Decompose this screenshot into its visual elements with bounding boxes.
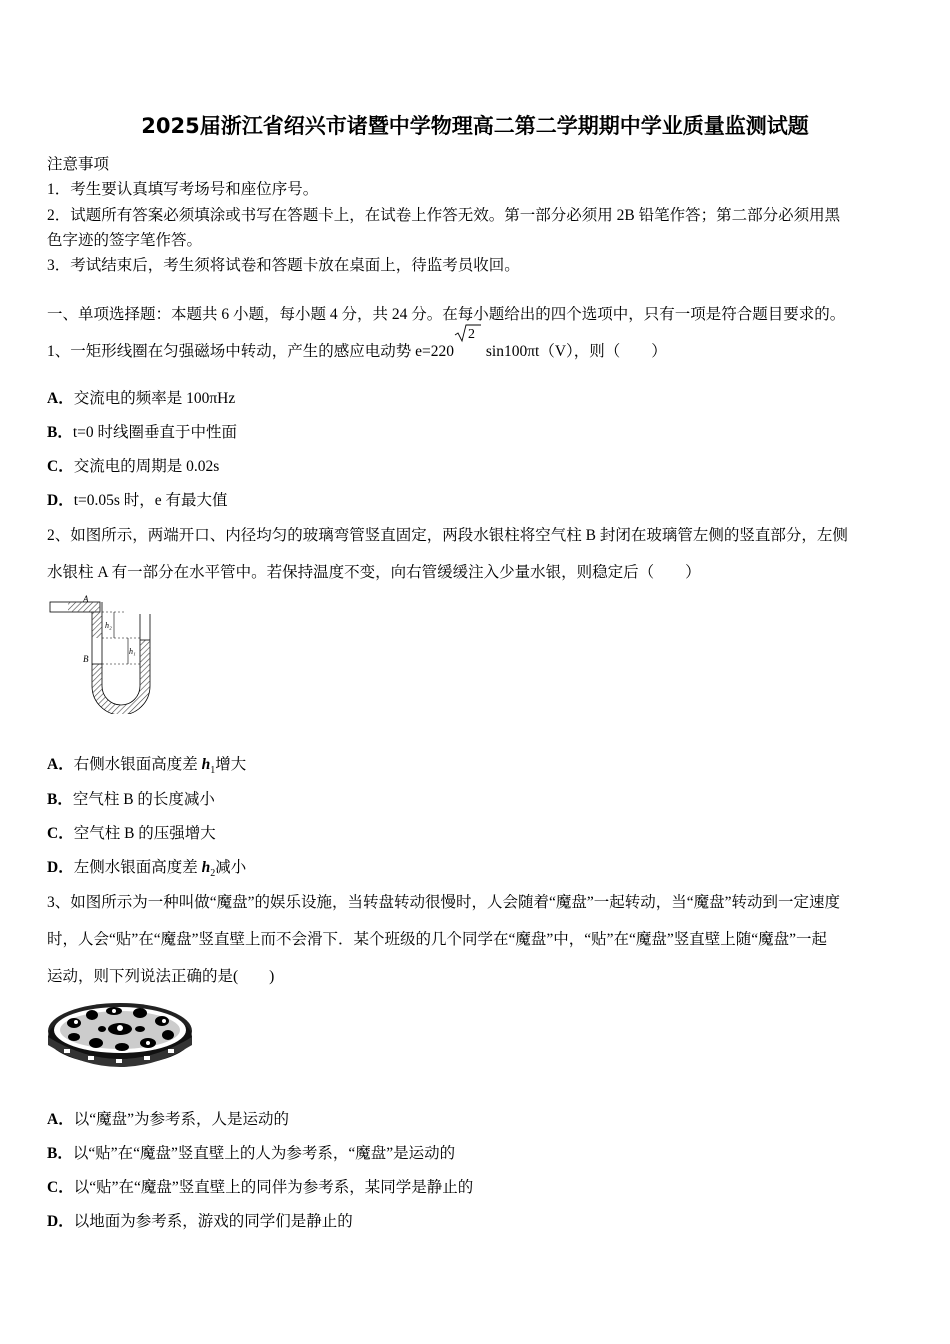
q2-stem-line1: 2、如图所示，两端开口、内径均匀的玻璃弯管竖直固定，两段水银柱将空气柱 B 封闭在玻璃管左侧的竖直部分，左侧 [47, 527, 848, 544]
label-h2: h₂ [105, 621, 112, 630]
option-text: 以地面为参考系，游戏的同学们是静止的 [73, 1213, 353, 1230]
q3-option-b[interactable] [47, 1141, 455, 1163]
option-label: D． [47, 492, 74, 509]
q1-stem-b: sin100πt（V），则（ ） [482, 343, 667, 360]
notice-item-2: 2．试题所有答案必须填涂或书写在答题卡上，在试卷上作答无效。第一部分必须用 2B 铅笔作答；第二部分必须用黑 [47, 207, 841, 224]
option-label: A． [47, 390, 74, 407]
q2-option-a[interactable] [47, 752, 246, 776]
q3-option-d[interactable] [47, 1209, 353, 1231]
q1-option-c[interactable] [47, 454, 219, 476]
q1-stem-a: 1、一矩形线圈在匀强磁场中转动，产生的感应电动势 e=220 [47, 343, 454, 360]
option-label: D． [47, 859, 74, 876]
option-text: 左侧水银面高度差 [73, 859, 202, 876]
option-text: 以“贴”在“魔盘”竖直壁上的同伴为参考系，某同学是静止的 [73, 1179, 474, 1196]
label-h1: h₁ [129, 647, 136, 656]
option-label: A． [47, 756, 74, 773]
q1-option-b[interactable] [47, 420, 237, 442]
option-text: 交流电的周期是 0.02s [73, 458, 220, 475]
sqrt-value: 2 [468, 327, 475, 342]
q3-option-a[interactable] [47, 1107, 289, 1129]
q1-stem [47, 327, 667, 361]
option-var: h [201, 859, 211, 876]
q2-stem-line2: 水银柱 A 有一部分在水平管中。若保持温度不变，向右管缓缓注入少量水银，则稳定后（ ） [47, 564, 701, 581]
option-text: t=0.05s 时，e 有最大值 [73, 492, 228, 509]
sqrt-symbol [454, 323, 482, 341]
option-label: C． [47, 458, 74, 475]
label-b: B [83, 654, 89, 664]
notice-item-2-cont: 色字迹的签字笔作答。 [47, 232, 203, 249]
option-sub: 1 [210, 765, 216, 777]
option-label: A． [47, 1111, 74, 1128]
option-var: h [201, 756, 211, 773]
option-text: 交流电的频率是 100πHz [73, 390, 236, 407]
option-text: 减小 [215, 859, 247, 876]
q2-option-b[interactable] [47, 787, 215, 809]
option-text: 以“魔盘”为参考系，人是运动的 [73, 1111, 289, 1128]
option-text: 右侧水银面高度差 [73, 756, 202, 773]
q1-option-a[interactable] [47, 386, 235, 408]
option-text: 空气柱 B 的压强增大 [73, 825, 216, 842]
sqrt-radical-icon [454, 323, 482, 343]
option-sub: 2 [210, 868, 216, 880]
option-text: 以“贴”在“魔盘”竖直壁上的人为参考系，“魔盘”是运动的 [72, 1145, 456, 1162]
q2-option-d[interactable] [47, 855, 246, 879]
option-label: D． [47, 1213, 74, 1230]
u-tube-figure [46, 592, 156, 714]
option-text: 空气柱 B 的长度减小 [72, 791, 215, 808]
section-heading: 一、单项选择题：本题共 6 小题，每小题 4 分，共 24 分。在每小题给出的四个选项中，只有一项是符合题目要求的。 [47, 306, 846, 323]
option-label: C． [47, 1179, 74, 1196]
magic-disk-figure [44, 993, 196, 1073]
q3-stem-line3: 运动，则下列说法正确的是( ) [47, 968, 275, 985]
q3-stem-line2: 时，人会“贴”在“魔盘”竖直壁上而不会滑下．某个班级的几个同学在“魔盘”中，“贴”在“魔盘”竖直壁上随“魔盘”一起 [47, 931, 828, 948]
notice-item-3: 3．考试结束后，考生须将试卷和答题卡放在桌面上，待监考员收回。 [47, 257, 520, 274]
q3-stem-line1: 3、如图所示为一种叫做“魔盘”的娱乐设施，当转盘转动很慢时，人会随着“魔盘”一起转动，当“魔盘”转动到一定速度 [47, 894, 841, 911]
q1-option-d[interactable] [47, 488, 228, 510]
option-label: B． [47, 424, 73, 441]
q3-option-c[interactable] [47, 1175, 473, 1197]
option-text: 增大 [215, 756, 247, 773]
page-title: 2025届浙江省绍兴市诸暨中学物理高二第二学期期中学业质量监测试题 [141, 114, 809, 138]
option-label: B． [47, 791, 73, 808]
notice-item-1: 1．考生要认真填写考场号和座位序号。 [47, 181, 319, 198]
notice-heading: 注意事项 [47, 156, 110, 173]
q2-option-c[interactable] [47, 821, 216, 843]
option-label: C． [47, 825, 74, 842]
label-a: A [83, 594, 89, 604]
option-text: t=0 时线圈垂直于中性面 [72, 424, 238, 441]
option-label: B． [47, 1145, 73, 1162]
